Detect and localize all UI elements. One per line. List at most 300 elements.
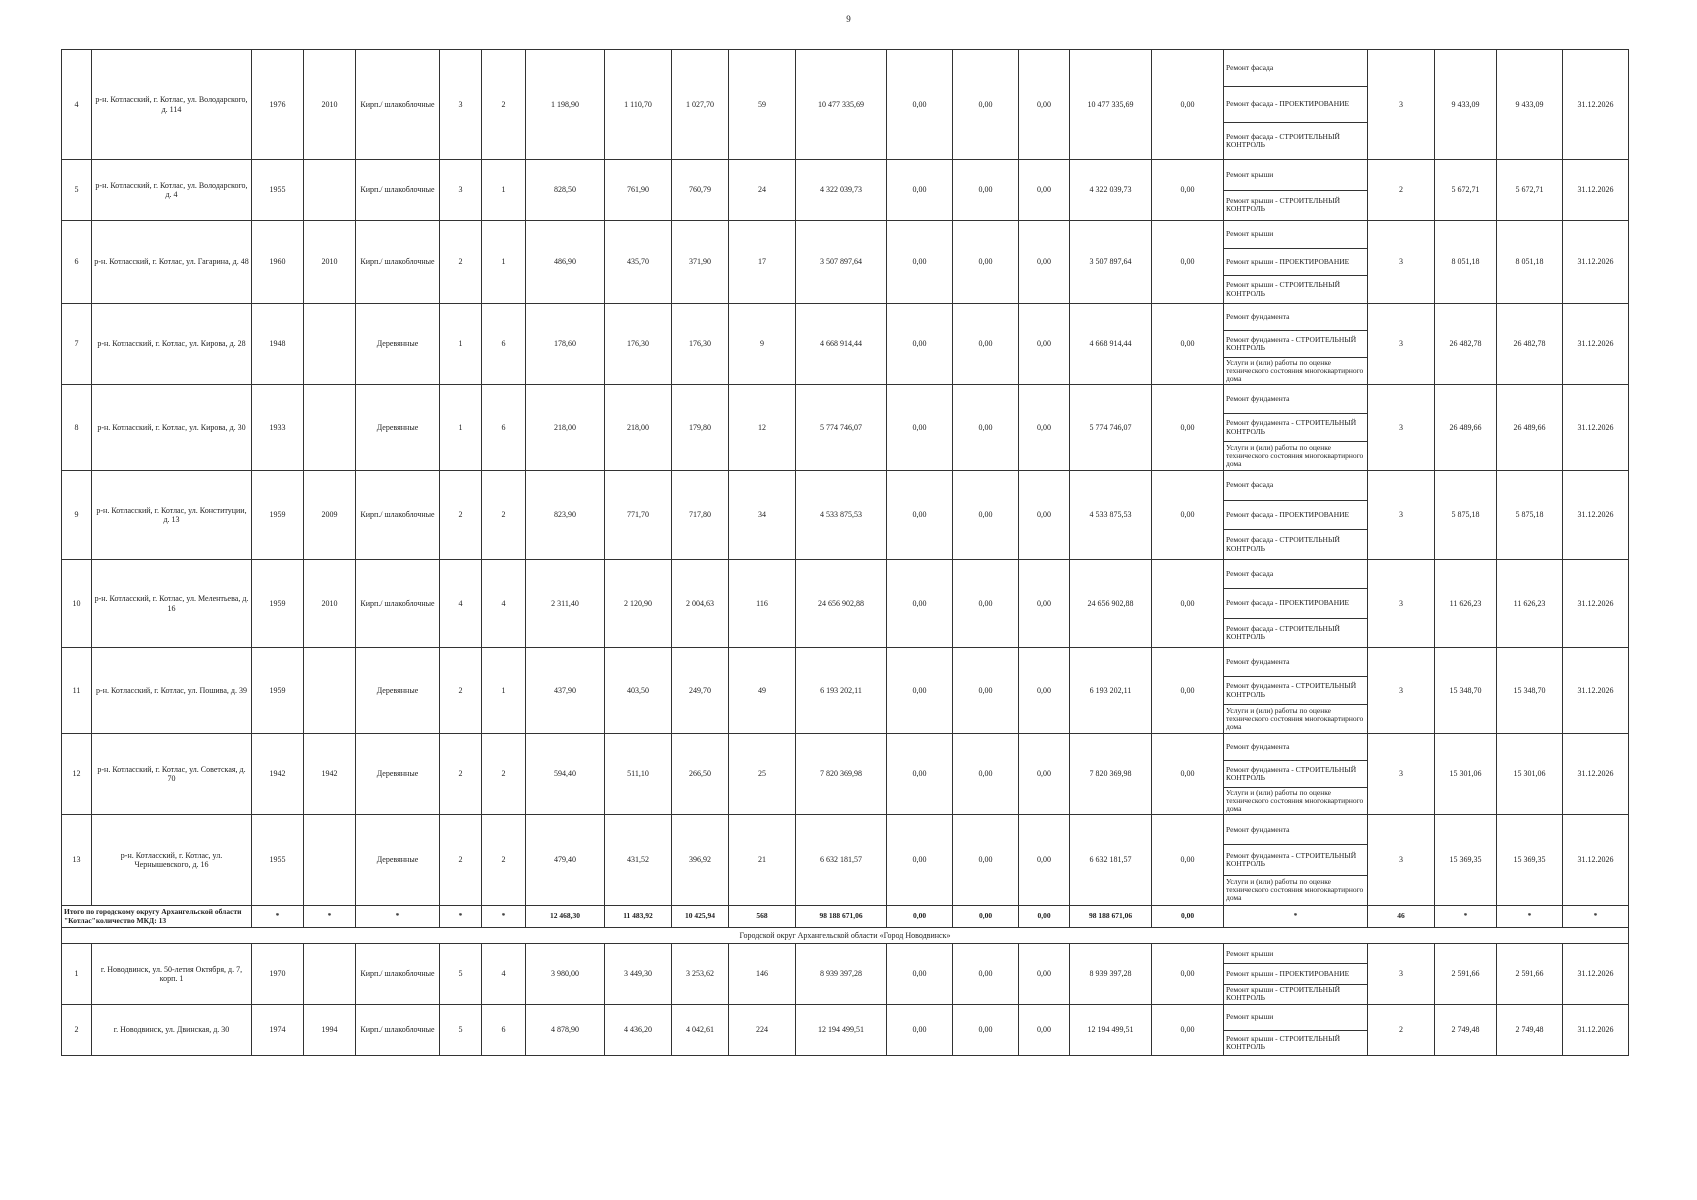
table-row xyxy=(62,944,1629,1005)
year-built: 1974 xyxy=(252,1005,304,1056)
area-living: 3 449,30 xyxy=(605,944,672,1005)
fund-3: 0,00 xyxy=(1019,560,1070,648)
work-item: Ремонт фасада - ПРОЕКТИРОВАНИЕ xyxy=(1224,87,1367,124)
work-item: Ремонт фундамента xyxy=(1224,734,1367,761)
fund-1: 0,00 xyxy=(887,734,953,815)
year-built: 1959 xyxy=(252,471,304,560)
entrances: 1 xyxy=(482,160,526,221)
total-cell: * xyxy=(482,906,526,928)
work-item: Ремонт фундамента xyxy=(1224,304,1367,331)
work-item: Ремонт крыши xyxy=(1224,1005,1367,1031)
area-living: 761,90 xyxy=(605,160,672,221)
residents: 24 xyxy=(729,160,796,221)
work-item: Ремонт фундамента - СТРОИТЕЛЬНЫЙ КОНТРОЛЬ xyxy=(1224,331,1367,358)
fund-2: 0,00 xyxy=(953,815,1019,906)
total-fund-2: 0,00 xyxy=(953,906,1019,928)
fund-4: 0,00 xyxy=(1152,50,1224,160)
completion-date: 31.12.2026 xyxy=(1563,471,1629,560)
row-number: 11 xyxy=(62,648,92,734)
own-funds: 3 507 897,64 xyxy=(1070,221,1152,304)
own-funds: 4 668 914,44 xyxy=(1070,304,1152,385)
fund-2: 0,00 xyxy=(953,160,1019,221)
fund-2: 0,00 xyxy=(953,560,1019,648)
area-residential: 266,50 xyxy=(672,734,729,815)
area-residential: 2 004,63 xyxy=(672,560,729,648)
floors: 2 xyxy=(440,734,482,815)
unit-cost: 26 482,78 xyxy=(1435,304,1497,385)
kotlas-total xyxy=(62,906,1629,944)
area-total: 2 311,40 xyxy=(526,560,605,648)
fund-3: 0,00 xyxy=(1019,304,1070,385)
cost-total: 4 533 875,53 xyxy=(796,471,887,560)
fund-3: 0,00 xyxy=(1019,734,1070,815)
address: р-н. Котласский, г. Котлас, ул. Пошива, д. 39 xyxy=(92,648,252,734)
unit-cost-max: 26 489,66 xyxy=(1497,385,1563,471)
year-built: 1942 xyxy=(252,734,304,815)
work-item: Ремонт крыши - ПРОЕКТИРОВАНИЕ xyxy=(1224,249,1367,277)
unit-cost-max: 26 482,78 xyxy=(1497,304,1563,385)
table-row xyxy=(62,734,1629,815)
unit-cost-max: 5 672,71 xyxy=(1497,160,1563,221)
fund-1: 0,00 xyxy=(887,944,953,1005)
unit-cost-max: 5 875,18 xyxy=(1497,471,1563,560)
total-area-residential: 10 425,94 xyxy=(672,906,729,928)
floors: 3 xyxy=(440,160,482,221)
residents: 116 xyxy=(729,560,796,648)
area-residential: 1 027,70 xyxy=(672,50,729,160)
entrances: 6 xyxy=(482,385,526,471)
work-types xyxy=(1224,50,1368,160)
total-area-living: 11 483,92 xyxy=(605,906,672,928)
fund-3: 0,00 xyxy=(1019,1005,1070,1056)
wall-material: Кирп./ шлакоблочные xyxy=(356,160,440,221)
table-row xyxy=(62,50,1629,160)
row-number: 12 xyxy=(62,734,92,815)
work-item: Услуги и (или) работы по оценке технического состояния многоквартирного дома xyxy=(1226,357,1364,384)
entrances: 2 xyxy=(482,815,526,906)
total-label: Итого по городскому округу Архангельской области "Котлас"количество МКД: 13 xyxy=(62,906,252,928)
area-residential: 176,30 xyxy=(672,304,729,385)
fund-3: 0,00 xyxy=(1019,471,1070,560)
wall-material: Кирп./ шлакоблочные xyxy=(356,944,440,1005)
fund-4: 0,00 xyxy=(1152,734,1224,815)
total-work-count: 46 xyxy=(1368,906,1435,928)
cost-total: 4 668 914,44 xyxy=(796,304,887,385)
wall-material: Деревянные xyxy=(356,648,440,734)
row-number: 1 xyxy=(62,944,92,1005)
floors: 2 xyxy=(440,648,482,734)
fund-2: 0,00 xyxy=(953,50,1019,160)
fund-4: 0,00 xyxy=(1152,160,1224,221)
own-funds: 7 820 369,98 xyxy=(1070,734,1152,815)
own-funds: 4 533 875,53 xyxy=(1070,471,1152,560)
floors: 5 xyxy=(440,944,482,1005)
work-item: Ремонт фундамента - СТРОИТЕЛЬНЫЙ КОНТРОЛЬ xyxy=(1224,677,1367,706)
unit-cost: 15 369,35 xyxy=(1435,815,1497,906)
fund-2: 0,00 xyxy=(953,471,1019,560)
row-number: 9 xyxy=(62,471,92,560)
work-item: Ремонт фундамента xyxy=(1224,815,1367,845)
unit-cost-max: 15 301,06 xyxy=(1497,734,1563,815)
residents: 224 xyxy=(729,1005,796,1056)
unit-cost: 8 051,18 xyxy=(1435,221,1497,304)
cost-total: 8 939 397,28 xyxy=(796,944,887,1005)
work-count: 3 xyxy=(1368,560,1435,648)
fund-4: 0,00 xyxy=(1152,815,1224,906)
fund-1: 0,00 xyxy=(887,50,953,160)
area-living: 431,52 xyxy=(605,815,672,906)
row-number: 10 xyxy=(62,560,92,648)
completion-date: 31.12.2026 xyxy=(1563,734,1629,815)
work-item: Ремонт крыши - СТРОИТЕЛЬНЫЙ КОНТРОЛЬ xyxy=(1226,1033,1341,1051)
fund-4: 0,00 xyxy=(1152,471,1224,560)
novodvinsk-rows xyxy=(62,944,1629,1056)
wall-material: Кирп./ шлакоблочные xyxy=(356,1005,440,1056)
unit-cost: 11 626,23 xyxy=(1435,560,1497,648)
work-item: Ремонт фасада - СТРОИТЕЛЬНЫЙ КОНТРОЛЬ xyxy=(1226,623,1340,641)
area-living: 2 120,90 xyxy=(605,560,672,648)
cost-total: 7 820 369,98 xyxy=(796,734,887,815)
work-item: Ремонт фасада - ПРОЕКТИРОВАНИЕ xyxy=(1224,589,1367,618)
fund-1: 0,00 xyxy=(887,815,953,906)
area-living: 435,70 xyxy=(605,221,672,304)
row-number: 4 xyxy=(62,50,92,160)
fund-2: 0,00 xyxy=(953,221,1019,304)
cost-total: 3 507 897,64 xyxy=(796,221,887,304)
residents: 59 xyxy=(729,50,796,160)
area-living: 511,10 xyxy=(605,734,672,815)
work-count: 3 xyxy=(1368,385,1435,471)
year-built: 1948 xyxy=(252,304,304,385)
floors: 2 xyxy=(440,221,482,304)
total-cell: * xyxy=(1435,906,1497,928)
area-total: 178,60 xyxy=(526,304,605,385)
work-count: 3 xyxy=(1368,648,1435,734)
total-row xyxy=(62,906,1629,928)
table-row xyxy=(62,648,1629,734)
year-built: 1960 xyxy=(252,221,304,304)
area-living: 4 436,20 xyxy=(605,1005,672,1056)
area-living: 218,00 xyxy=(605,385,672,471)
wall-material: Кирп./ шлакоблочные xyxy=(356,50,440,160)
fund-3: 0,00 xyxy=(1019,50,1070,160)
work-count: 3 xyxy=(1368,304,1435,385)
work-types xyxy=(1224,304,1368,385)
table-row xyxy=(62,304,1629,385)
work-count: 3 xyxy=(1368,221,1435,304)
work-item: Ремонт крыши - СТРОИТЕЛЬНЫЙ КОНТРОЛЬ xyxy=(1226,280,1341,298)
wall-material: Деревянные xyxy=(356,734,440,815)
unit-cost-max: 2 749,48 xyxy=(1497,1005,1563,1056)
address: р-н. Котласский, г. Котлас, ул. Чернышевского, д. 16 xyxy=(92,815,252,906)
area-residential: 3 253,62 xyxy=(672,944,729,1005)
area-total: 823,90 xyxy=(526,471,605,560)
fund-4: 0,00 xyxy=(1152,385,1224,471)
work-item: Ремонт фундамента xyxy=(1224,648,1367,677)
total-cell: * xyxy=(1563,906,1629,928)
year-renovated xyxy=(304,385,356,471)
cost-total: 6 632 181,57 xyxy=(796,815,887,906)
residents: 34 xyxy=(729,471,796,560)
completion-date: 31.12.2026 xyxy=(1563,385,1629,471)
area-residential: 249,70 xyxy=(672,648,729,734)
work-item: Ремонт фундамента - СТРОИТЕЛЬНЫЙ КОНТРОЛЬ xyxy=(1224,761,1367,788)
area-total: 437,90 xyxy=(526,648,605,734)
work-count: 3 xyxy=(1368,734,1435,815)
completion-date: 31.12.2026 xyxy=(1563,815,1629,906)
floors: 4 xyxy=(440,560,482,648)
work-count: 2 xyxy=(1368,1005,1435,1056)
table-row xyxy=(62,560,1629,648)
area-total: 594,40 xyxy=(526,734,605,815)
year-built: 1933 xyxy=(252,385,304,471)
own-funds: 10 477 335,69 xyxy=(1070,50,1152,160)
total-cell: * xyxy=(1224,906,1368,928)
work-count: 3 xyxy=(1368,471,1435,560)
row-number: 7 xyxy=(62,304,92,385)
wall-material: Деревянные xyxy=(356,304,440,385)
unit-cost: 5 672,71 xyxy=(1435,160,1497,221)
section-title: Городской округ Архангельской области «Город Новодвинск» xyxy=(62,928,1629,944)
work-item: Ремонт фасада - ПРОЕКТИРОВАНИЕ xyxy=(1224,501,1367,531)
year-renovated: 2010 xyxy=(304,50,356,160)
fund-2: 0,00 xyxy=(953,734,1019,815)
wall-material: Кирп./ шлакоблочные xyxy=(356,221,440,304)
area-total: 4 878,90 xyxy=(526,1005,605,1056)
year-built: 1976 xyxy=(252,50,304,160)
area-total: 828,50 xyxy=(526,160,605,221)
area-total: 1 198,90 xyxy=(526,50,605,160)
area-total: 218,00 xyxy=(526,385,605,471)
work-item: Ремонт фасада - СТРОИТЕЛЬНЫЙ КОНТРОЛЬ xyxy=(1226,131,1340,150)
work-types xyxy=(1224,1005,1368,1056)
total-cell: * xyxy=(1497,906,1563,928)
floors: 2 xyxy=(440,815,482,906)
year-renovated xyxy=(304,944,356,1005)
cost-total: 6 193 202,11 xyxy=(796,648,887,734)
work-item: Ремонт крыши - СТРОИТЕЛЬНЫЙ КОНТРОЛЬ xyxy=(1226,196,1341,214)
area-total: 486,90 xyxy=(526,221,605,304)
year-renovated: 1942 xyxy=(304,734,356,815)
cost-total: 10 477 335,69 xyxy=(796,50,887,160)
fund-3: 0,00 xyxy=(1019,160,1070,221)
year-renovated xyxy=(304,160,356,221)
area-residential: 396,92 xyxy=(672,815,729,906)
area-residential: 179,80 xyxy=(672,385,729,471)
entrances: 2 xyxy=(482,734,526,815)
address: р-н. Котласский, г. Котлас, ул. Мелентьева, д. 16 xyxy=(92,560,252,648)
completion-date: 31.12.2026 xyxy=(1563,221,1629,304)
work-types xyxy=(1224,221,1368,304)
work-types xyxy=(1224,471,1368,560)
work-item: Ремонт крыши xyxy=(1224,944,1367,964)
own-funds: 24 656 902,88 xyxy=(1070,560,1152,648)
wall-material: Деревянные xyxy=(356,815,440,906)
fund-2: 0,00 xyxy=(953,1005,1019,1056)
work-count: 3 xyxy=(1368,815,1435,906)
wall-material: Кирп./ шлакоблочные xyxy=(356,471,440,560)
completion-date: 31.12.2026 xyxy=(1563,648,1629,734)
repair-register-table xyxy=(61,49,1629,1056)
address: р-н. Котласский, г. Котлас, ул. Кирова, д. 28 xyxy=(92,304,252,385)
completion-date: 31.12.2026 xyxy=(1563,1005,1629,1056)
total-area-total: 12 468,30 xyxy=(526,906,605,928)
unit-cost-max: 11 626,23 xyxy=(1497,560,1563,648)
total-cell: * xyxy=(440,906,482,928)
entrances: 2 xyxy=(482,471,526,560)
completion-date: 31.12.2026 xyxy=(1563,160,1629,221)
year-renovated xyxy=(304,815,356,906)
area-living: 771,70 xyxy=(605,471,672,560)
work-types xyxy=(1224,160,1368,221)
unit-cost: 15 348,70 xyxy=(1435,648,1497,734)
unit-cost-max: 2 591,66 xyxy=(1497,944,1563,1005)
row-number: 5 xyxy=(62,160,92,221)
table-row xyxy=(62,385,1629,471)
unit-cost: 2 749,48 xyxy=(1435,1005,1497,1056)
year-built: 1970 xyxy=(252,944,304,1005)
floors: 1 xyxy=(440,385,482,471)
unit-cost-max: 9 433,09 xyxy=(1497,50,1563,160)
fund-1: 0,00 xyxy=(887,304,953,385)
floors: 1 xyxy=(440,304,482,385)
address: г. Новодвинск, ул. Двинская, д. 30 xyxy=(92,1005,252,1056)
entrances: 1 xyxy=(482,221,526,304)
work-types xyxy=(1224,734,1368,815)
kotlas-rows xyxy=(62,50,1629,906)
year-renovated xyxy=(304,648,356,734)
unit-cost: 26 489,66 xyxy=(1435,385,1497,471)
address: р-н. Котласский, г. Котлас, ул. Володарского, д. 114 xyxy=(92,50,252,160)
year-renovated: 1994 xyxy=(304,1005,356,1056)
unit-cost-max: 15 348,70 xyxy=(1497,648,1563,734)
fund-4: 0,00 xyxy=(1152,648,1224,734)
area-total: 479,40 xyxy=(526,815,605,906)
fund-2: 0,00 xyxy=(953,304,1019,385)
table-row xyxy=(62,1005,1629,1056)
wall-material: Кирп./ шлакоблочные xyxy=(356,560,440,648)
work-item: Услуги и (или) работы по оценке технического состояния многоквартирного дома xyxy=(1226,787,1364,814)
total-cell: * xyxy=(252,906,304,928)
cost-total: 12 194 499,51 xyxy=(796,1005,887,1056)
residents: 146 xyxy=(729,944,796,1005)
total-fund-4: 0,00 xyxy=(1152,906,1224,928)
area-residential: 717,80 xyxy=(672,471,729,560)
fund-1: 0,00 xyxy=(887,385,953,471)
fund-3: 0,00 xyxy=(1019,385,1070,471)
own-funds: 6 193 202,11 xyxy=(1070,648,1152,734)
table-row xyxy=(62,160,1629,221)
unit-cost: 15 301,06 xyxy=(1435,734,1497,815)
work-count: 3 xyxy=(1368,944,1435,1005)
fund-3: 0,00 xyxy=(1019,648,1070,734)
work-item: Ремонт фундамента - СТРОИТЕЛЬНЫЙ КОНТРОЛЬ xyxy=(1224,414,1367,443)
work-count: 2 xyxy=(1368,160,1435,221)
total-cell: * xyxy=(304,906,356,928)
completion-date: 31.12.2026 xyxy=(1563,560,1629,648)
total-people: 568 xyxy=(729,906,796,928)
row-number: 8 xyxy=(62,385,92,471)
fund-1: 0,00 xyxy=(887,648,953,734)
unit-cost: 9 433,09 xyxy=(1435,50,1497,160)
address: р-н. Котласский, г. Котлас, ул. Конституции, д. 13 xyxy=(92,471,252,560)
work-item: Ремонт фасада xyxy=(1224,50,1367,87)
entrances: 6 xyxy=(482,304,526,385)
residents: 12 xyxy=(729,385,796,471)
entrances: 4 xyxy=(482,560,526,648)
fund-4: 0,00 xyxy=(1152,304,1224,385)
floors: 2 xyxy=(440,471,482,560)
work-types xyxy=(1224,385,1368,471)
cost-total: 4 322 039,73 xyxy=(796,160,887,221)
address: р-н. Котласский, г. Котлас, ул. Советская, д. 70 xyxy=(92,734,252,815)
work-item: Ремонт фасада - СТРОИТЕЛЬНЫЙ КОНТРОЛЬ xyxy=(1226,535,1340,553)
own-funds: 8 939 397,28 xyxy=(1070,944,1152,1005)
fund-2: 0,00 xyxy=(953,944,1019,1005)
total-own-funds: 98 188 671,06 xyxy=(1070,906,1152,928)
wall-material: Деревянные xyxy=(356,385,440,471)
year-renovated xyxy=(304,304,356,385)
entrances: 4 xyxy=(482,944,526,1005)
fund-1: 0,00 xyxy=(887,560,953,648)
residents: 21 xyxy=(729,815,796,906)
year-built: 1955 xyxy=(252,815,304,906)
area-residential: 4 042,61 xyxy=(672,1005,729,1056)
unit-cost-max: 8 051,18 xyxy=(1497,221,1563,304)
floors: 5 xyxy=(440,1005,482,1056)
residents: 25 xyxy=(729,734,796,815)
work-item: Ремонт крыши - ПРОЕКТИРОВАНИЕ xyxy=(1224,964,1367,984)
address: р-н. Котласский, г. Котлас, ул. Володарского, д. 4 xyxy=(92,160,252,221)
fund-2: 0,00 xyxy=(953,648,1019,734)
work-item: Ремонт крыши xyxy=(1224,160,1367,191)
address: г. Новодвинск, ул. 50-летия Октября, д. 7, корп. 1 xyxy=(92,944,252,1005)
fund-3: 0,00 xyxy=(1019,815,1070,906)
work-item: Ремонт крыши - СТРОИТЕЛЬНЫЙ КОНТРОЛЬ xyxy=(1226,985,1341,1003)
work-types xyxy=(1224,648,1368,734)
entrances: 6 xyxy=(482,1005,526,1056)
own-funds: 4 322 039,73 xyxy=(1070,160,1152,221)
total-cell: * xyxy=(356,906,440,928)
work-count: 3 xyxy=(1368,50,1435,160)
fund-4: 0,00 xyxy=(1152,560,1224,648)
work-types xyxy=(1224,944,1368,1005)
total-fund-3: 0,00 xyxy=(1019,906,1070,928)
work-types xyxy=(1224,560,1368,648)
work-item: Услуги и (или) работы по оценке технического состояния многоквартирного дома xyxy=(1226,442,1364,469)
area-residential: 760,79 xyxy=(672,160,729,221)
page-number: 9 xyxy=(846,14,851,24)
own-funds: 5 774 746,07 xyxy=(1070,385,1152,471)
fund-4: 0,00 xyxy=(1152,1005,1224,1056)
address: р-н. Котласский, г. Котлас, ул. Кирова, д. 30 xyxy=(92,385,252,471)
own-funds: 12 194 499,51 xyxy=(1070,1005,1152,1056)
own-funds: 6 632 181,57 xyxy=(1070,815,1152,906)
total-cost: 98 188 671,06 xyxy=(796,906,887,928)
fund-1: 0,00 xyxy=(887,221,953,304)
section-row xyxy=(62,928,1629,944)
fund-1: 0,00 xyxy=(887,160,953,221)
row-number: 2 xyxy=(62,1005,92,1056)
address: р-н. Котласский, г. Котлас, ул. Гагарина, д. 48 xyxy=(92,221,252,304)
work-item: Ремонт фундамента xyxy=(1224,385,1367,414)
fund-1: 0,00 xyxy=(887,471,953,560)
work-item: Ремонт фундамента - СТРОИТЕЛЬНЫЙ КОНТРОЛЬ xyxy=(1224,845,1367,875)
entrances: 2 xyxy=(482,50,526,160)
year-renovated: 2009 xyxy=(304,471,356,560)
fund-1: 0,00 xyxy=(887,1005,953,1056)
table-row xyxy=(62,471,1629,560)
